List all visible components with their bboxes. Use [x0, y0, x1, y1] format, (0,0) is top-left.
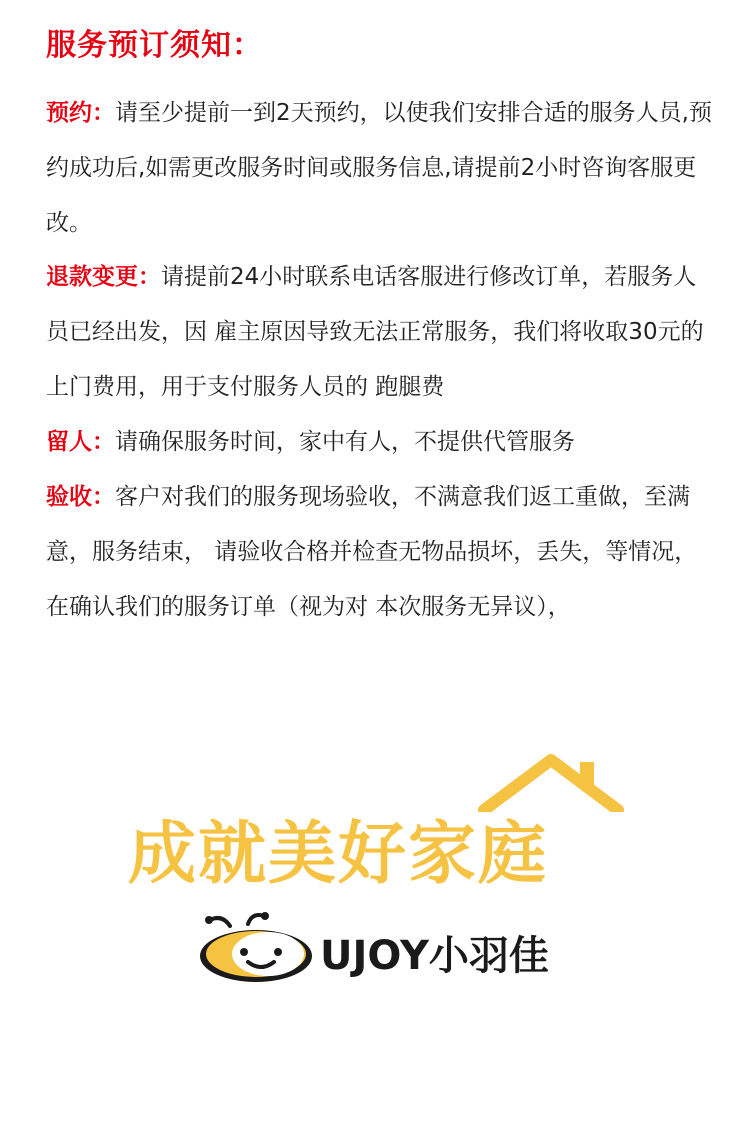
brand-name: UJOY小羽佳 — [320, 933, 549, 979]
notice-text: 请提前24小时联系电话客服进行修改订单，若服务人员已经出发，因 雇主原因导致无法正常服务，我们将收取30元的上门费用，用于支付服务人员的 跑腿费 — [46, 264, 704, 400]
slogan: 成就美好家庭 — [128, 815, 549, 894]
notice-text: 客户对我们的服务现场验收，不满意我们返工重做，至满意，服务结束， 请验收合格并检查无物品损坏，丢失，等情况，在确认我们的服务订单（视为对 本次服务无异议）， — [46, 484, 698, 620]
notice-heading: 退款变更： — [46, 264, 161, 290]
mascot-smiley-icon — [196, 912, 316, 982]
notice-text: 请确保服务时间，家中有人，不提供代管服务 — [115, 429, 575, 455]
notice-acceptance — [46, 470, 716, 635]
notice-booking — [46, 86, 716, 251]
notice-heading: 预约： — [46, 100, 115, 126]
notice-presence — [46, 415, 716, 470]
notice-refund — [46, 250, 716, 415]
notice-heading: 验收： — [46, 484, 115, 510]
notice-text: 请至少提前一到2天预约，以使我们安排合适的服务人员,预约成功后,如需更改服务时间或服务信息,请提前2小时咨询客服更改。 — [46, 100, 712, 236]
brand-logo — [196, 912, 576, 992]
page-title: 服务预订须知： — [46, 28, 263, 63]
notice-heading: 留人： — [46, 429, 115, 455]
